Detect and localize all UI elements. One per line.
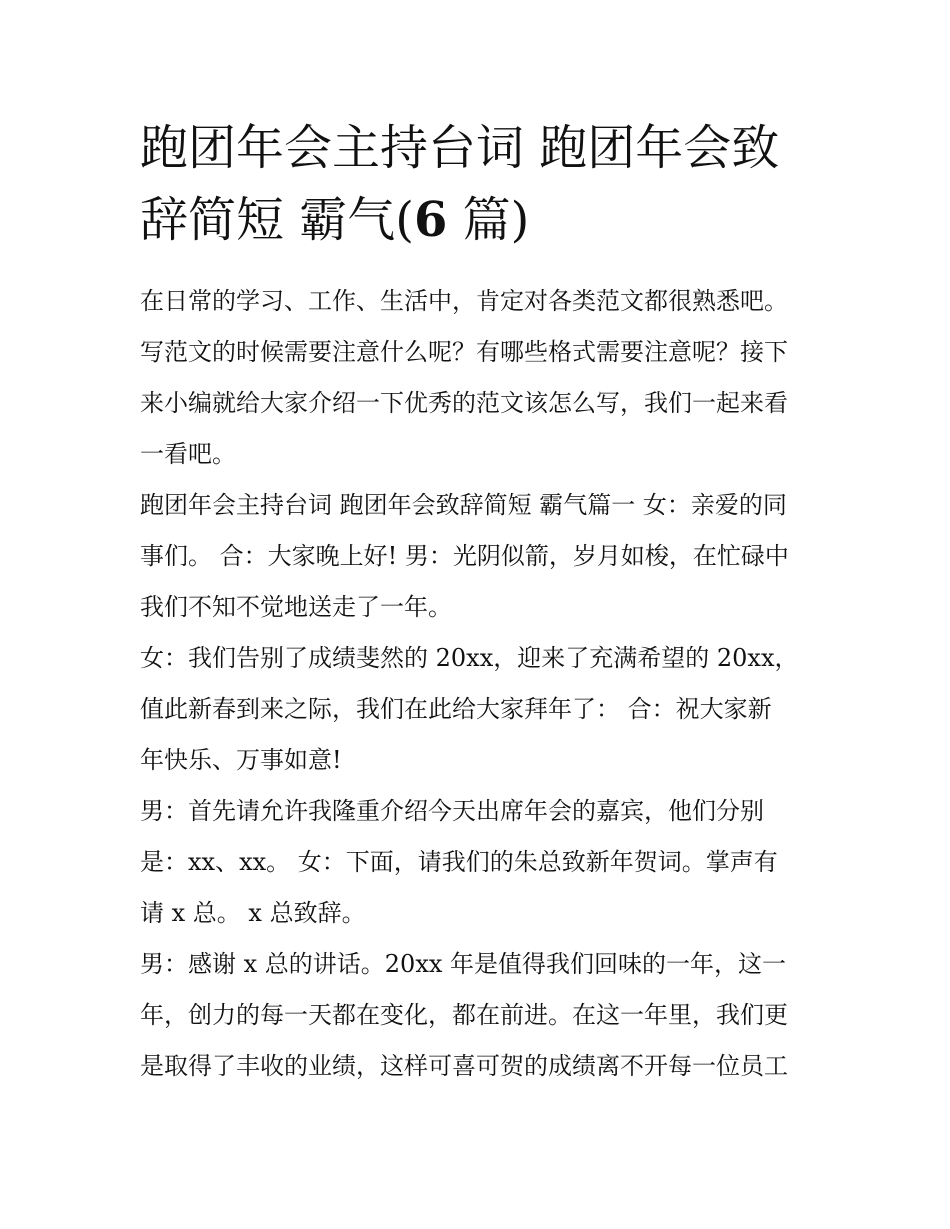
paragraph-line: 男：首先请允许我隆重介绍今天出席年会的嘉宾，他们分别 (140, 797, 764, 825)
paragraph-line: 来小编就给大家介绍一下优秀的范文该怎么写，我们一起来看 (140, 389, 788, 417)
paragraph (140, 786, 830, 939)
document-body (140, 276, 830, 1092)
paragraph-line: 年，创力的每一天都在变化，都在前进。在这一年里，我们更 (140, 1001, 788, 1029)
paragraph-line: 是：xx、xx。 女：下面，请我们的朱总致新年贺词。掌声有 (140, 848, 778, 876)
paragraph-line: 年快乐、万事如意! (140, 746, 342, 774)
title-line-1: 跑团年会主持台词 跑团年会致 (140, 120, 780, 176)
paragraph-line: 在日常的学习、工作、生活中，肯定对各类范文都很熟悉吧。 (140, 287, 788, 315)
paragraph-line: 值此新春到来之际，我们在此给大家拜年了： 合：祝大家新 (140, 695, 772, 723)
paragraph-line: 我们不知不觉地送走了一年。 (140, 593, 452, 621)
paragraph (140, 633, 830, 786)
title-line-2-number: 6 (414, 192, 448, 248)
paragraph-line: 跑团年会主持台词 跑团年会致辞简短 霸气篇一 女：亲爱的同 (140, 491, 787, 519)
document-title (140, 112, 830, 256)
paragraph-line: 是取得了丰收的业绩，这样可喜可贺的成绩离不开每一位员工 (140, 1052, 788, 1080)
title-line-2-end: 篇) (447, 192, 530, 248)
paragraph-line: 请 x 总。 x 总致辞。 (140, 899, 366, 927)
paragraph-line: 女：我们告别了成绩斐然的 20xx，迎来了充满希望的 20xx， (140, 644, 799, 672)
paragraph (140, 276, 830, 480)
paragraph-line: 写范文的时候需要注意什么呢？有哪些格式需要注意呢？接下 (140, 338, 788, 366)
paragraph (140, 480, 830, 633)
paragraph-line: 一看吧。 (140, 440, 236, 468)
title-line-2-text: 辞简短 霸气( (140, 192, 414, 248)
paragraph (140, 939, 830, 1092)
paragraph-line: 事们。 合：大家晚上好! 男：光阴似箭，岁月如梭，在忙碌中 (140, 542, 789, 570)
paragraph-line: 男：感谢 x 总的讲话。20xx 年是值得我们回味的一年，这一 (140, 950, 787, 978)
